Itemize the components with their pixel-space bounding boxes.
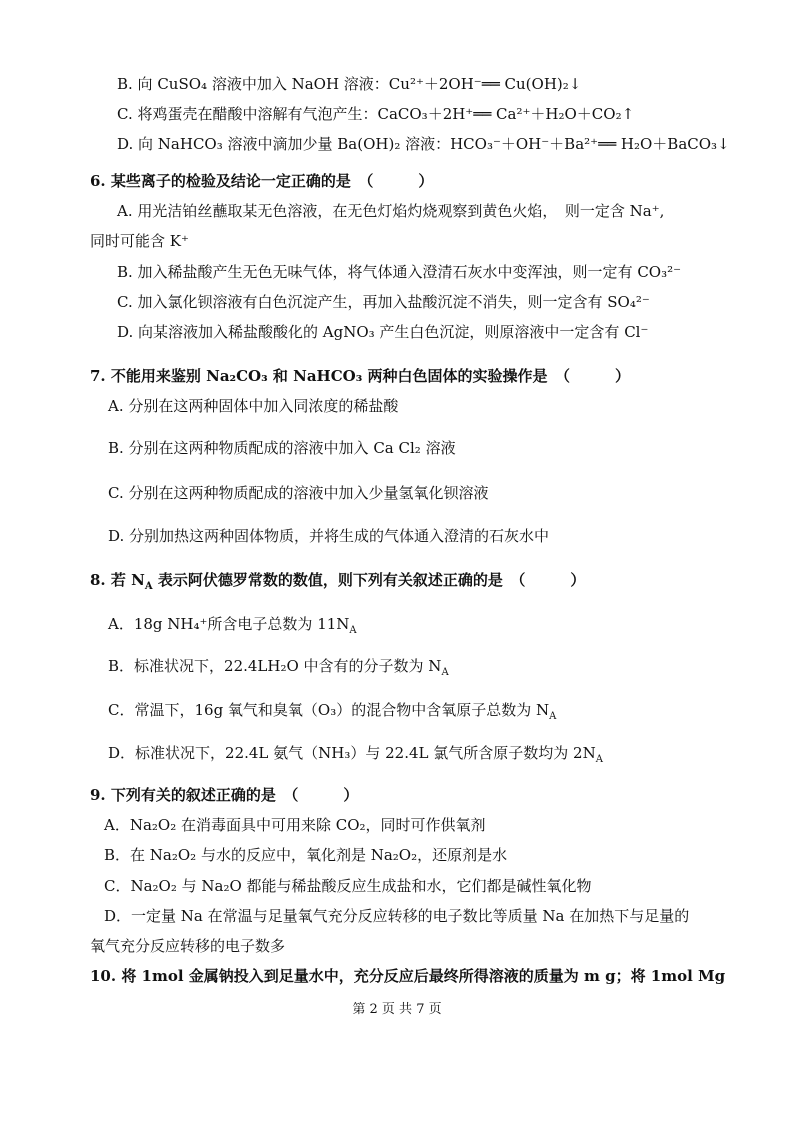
option-9a: A．Na₂O₂ 在消毒面具中可用来除 CO₂，同时可作供氧剂 bbox=[104, 816, 486, 834]
option-6b: B. 加入稀盐酸产生无色无味气体，将气体通入澄清石灰水中变浑浊，则一定有 CO₃²⁻ bbox=[117, 263, 682, 281]
question-6: 6. 某些离子的检验及结论一定正确的是 （ ） bbox=[90, 172, 434, 190]
page-footer: 第 2 页 共 7 页 bbox=[352, 1002, 442, 1017]
question-9: 9. 下列有关的叙述正确的是 （ ） bbox=[90, 786, 359, 804]
option-6a-continued: 同时可能含 K⁺ bbox=[90, 232, 189, 250]
option-8a: A．18g NH₄⁺所含电子总数为 $11N_A$ bbox=[108, 615, 357, 636]
option-8b: B．标准状况下，22.4LH₂O 中含有的分子数为 $N_A$ bbox=[108, 657, 449, 678]
option-7a: A. 分别在这两种固体中加入同浓度的稀盐酸 bbox=[108, 397, 399, 415]
option-7c: C. 分别在这两种物质配成的溶液中加入少量氢氧化钡溶液 bbox=[108, 484, 489, 502]
question-8: 8. 若 $N_A$ 表示阿伏德罗常数的数值，则下列有关叙述正确的是 （ ） bbox=[90, 571, 586, 592]
option-6d: D. 向某溶液加入稀盐酸酸化的 AgNO₃ 产生白色沉淀，则原溶液中一定含有 Cl⁻ bbox=[117, 323, 649, 341]
option-5b: B. 向 CuSO₄ 溶液中加入 NaOH 溶液：Cu²⁺＋2OH⁻══ Cu(OH)₂↓ bbox=[117, 75, 582, 93]
option-9c: C．Na₂O₂ 与 Na₂O 都能与稀盐酸反应生成盐和水，它们都是碱性氧化物 bbox=[104, 877, 592, 895]
option-9d-continued: 氧气充分反应转移的电子数多 bbox=[90, 937, 286, 955]
option-6a: A. 用光洁铂丝蘸取某无色溶液，在无色灯焰灼烧观察到黄色火焰， 则一定含 Na⁺, bbox=[117, 202, 665, 220]
option-5d: D. 向 NaHCO₃ 溶液中滴加少量 Ba(OH)₂ 溶液：HCO₃⁻＋OH⁻＋Ba²⁺══ H₂O＋BaCO₃↓ bbox=[117, 135, 730, 153]
option-9d: D．一定量 Na 在常温与足量氧气充分反应转移的电子数比等质量 Na 在加热下与足量的 bbox=[104, 907, 690, 925]
option-6c: C. 加入氯化钡溶液有白色沉淀产生，再加入盐酸沉淀不消失，则一定含有 SO₄²⁻ bbox=[117, 293, 650, 311]
question-7: 7. 不能用来鉴别 Na₂CO₃ 和 NaHCO₃ 两种白色固体的实验操作是 （ ） bbox=[90, 367, 631, 385]
question-10: 10. 将 1mol 金属钠投入到足量水中，充分反应后最终所得溶液的质量为 m g；将 1mol Mg bbox=[90, 967, 726, 985]
option-8c: C．常温下，16g 氧气和臭氧（O₃）的混合物中含氧原子总数为 $N_A$ bbox=[108, 701, 557, 722]
option-8d: D．标准状况下，22.4L 氨气（NH₃）与 22.4L 氯气所含原子数均为 $2N_A$ bbox=[108, 744, 603, 765]
option-5c: C. 将鸡蛋壳在醋酸中溶解有气泡产生：CaCO₃＋2H⁺══ Ca²⁺＋H₂O＋CO₂↑ bbox=[117, 105, 635, 123]
option-9b: B．在 Na₂O₂ 与水的反应中，氧化剂是 Na₂O₂，还原剂是水 bbox=[104, 846, 508, 864]
option-7d: D. 分别加热这两种固体物质，并将生成的气体通入澄清的石灰水中 bbox=[108, 527, 550, 545]
option-7b: B. 分别在这两种物质配成的溶液中加入 Ca Cl₂ 溶液 bbox=[108, 439, 456, 457]
